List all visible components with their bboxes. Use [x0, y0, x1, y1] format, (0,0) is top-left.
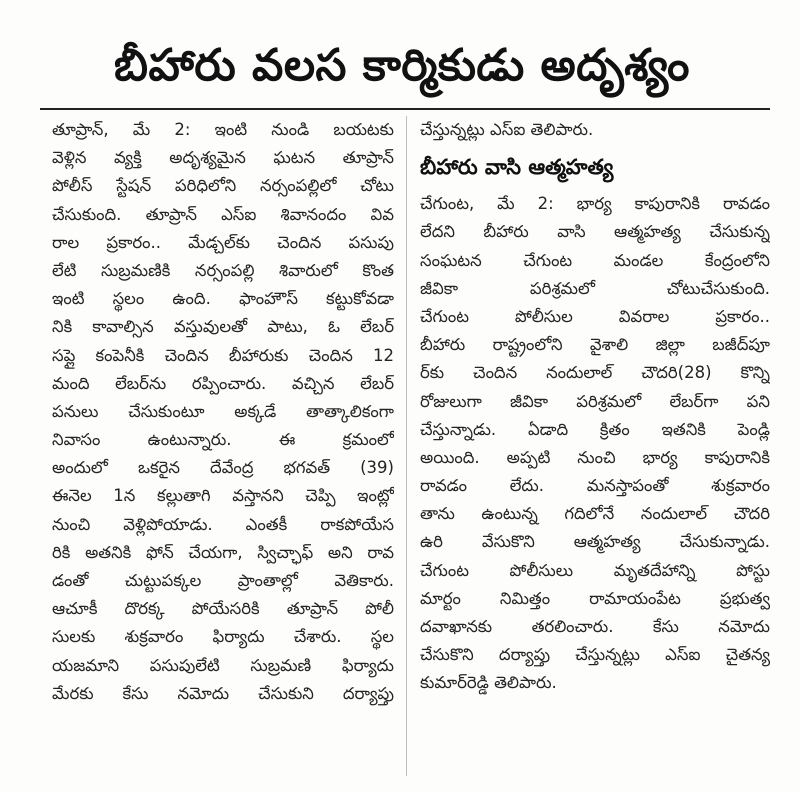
headline: బీహారు వలస కార్మికుడు అదృశ్యం [114, 40, 690, 91]
article-line: పనులు చేసుకుంటూ అక్కడే తాత్కాలికంగా [52, 401, 394, 421]
article-line: తూప్రాన్, మే 2: ఇంటి నుండి బయటకు [52, 120, 394, 139]
article-line: పోలీస్ స్టేషన్ పరిధిలోని నర్సంపల్లిలో చోటు [52, 176, 394, 196]
article-line: నికి కావాల్సిన వస్తువులతో పాటు, ఓ లేబర్ [52, 317, 394, 337]
article-line: రాల ప్రకారం.. మేడ్చల్‌కు చెందిన పసుపు [52, 232, 394, 252]
article-line: సంఘటన చేగుంట మండల కేంద్రంలోని [420, 250, 770, 270]
article-line: ఆచూకీ దొరక్క పోయేసరికి తూప్రాన్ పోలీ [52, 599, 394, 619]
article-line: చేగుంట, మే 2: భార్య కాపురానికి రావడం [420, 194, 770, 214]
article-line: సప్లై కంపెనీకి చెందిన బీహారుకు చెందిన 12 [52, 345, 394, 365]
article-line: అయింది. అప్పటి నుంచి భార్య కాపురానికి [420, 447, 770, 467]
column-divider [406, 116, 407, 776]
article-line: సులకు శుక్రవారం ఫిర్యాదు చేశారు. స్థల [52, 627, 394, 647]
article-line: ఉరి వేసుకొని ఆత్మహత్య చేసుకున్నాడు. [420, 532, 770, 552]
continued-line: చేస్తున్నట్లు ఎస్ఐ తెలిపారు. [420, 120, 594, 139]
article-line: రావడం లేదు. మనస్తాపంతో శుక్రవారం [420, 476, 770, 496]
article-line: యజమాని పసుపులేటి సుబ్రమణి ఫిర్యాదు [52, 655, 394, 675]
article-line: రికి అతనికి ఫోన్ చేయగా, స్విచ్ఛాఫ్ అని రావ [52, 542, 394, 562]
headline-rule [40, 108, 770, 110]
article-line: డంతో చుట్టుపక్కల ప్రాంతాల్లో వెతికారు. [52, 571, 394, 590]
left-column-article [52, 116, 394, 708]
article-line: ఈనెల 1న కల్లుతాగి వస్తానని చెప్పి ఇంట్లో [52, 486, 394, 506]
article-line: చేగుంట పోలీసుల వివరాల ప్రకారం.. [420, 306, 770, 326]
article-line: మంది లేబర్‌ను రప్పించారు. వచ్చిన లేబర్ [52, 373, 394, 393]
article-line: తాను ఉంటున్న గదిలోనే నందులాల్ చౌదరి [420, 504, 770, 524]
article-line: చేసుకొని దర్యాప్తు చేస్తున్నట్లు ఎస్ఐ చైతన్య [420, 645, 770, 665]
article-line: బీహారు రాష్ట్రంలోని వైశాలి జిల్లా బజీద్‌పూ [420, 335, 770, 355]
article-line: చేస్తున్నాడు. ఏడాది క్రితం ఇతనికి పెండ్లి [420, 419, 770, 439]
article-line: వెళ్లిన వ్యక్తి అదృశ్యమైన ఘటన తూప్రాన్ [52, 148, 394, 168]
article-line: చేసుకుంది. తూప్రాన్ ఎస్ఐ శివానందం వివ [52, 204, 394, 224]
article-line: ర్‌కు చెందిన నందులాల్ చౌదరి(28) కొన్ని [420, 363, 770, 383]
article-line: రోజులుగా జీవికా పరిశ్రమలో లేబర్‌గా పని [420, 391, 770, 411]
article-line: లేదని బీహారు వాసి ఆత్మహత్య చేసుకున్న [420, 222, 770, 242]
article-line: కుమార్‌రెడ్డి తెలిపారు. [420, 673, 557, 693]
article-line: లేటి సుబ్రమణికి నర్సంపల్లి శివారులో కొంత [52, 260, 394, 280]
article-line: అందులో ఒకరైన దేవేంద్ర భగవత్ (39) [52, 458, 394, 478]
article-line: నివాసం ఉంటున్నారు. ఈ క్రమంలో [52, 430, 394, 450]
article-line: మార్టం నిమిత్తం రామాయంపేట ప్రభుత్వ [420, 588, 770, 608]
article-line: ఇంటి స్థలం ఉంది. ఫాంహౌస్ కట్టుకోవడా [52, 289, 394, 309]
article-line: చేగుంట పోలీసులు మృతదేహాన్ని పోస్టు [420, 560, 770, 580]
article-line: నుంచి వెళ్లిపోయాడు. ఎంతకీ రాకపోయేస [52, 514, 394, 534]
article-line: జీవికా పరిశ్రమలో చోటుచేసుకుంది. [420, 278, 770, 298]
article-line: దవాఖానకు తరలించారు. కేసు నమోదు [420, 617, 770, 636]
right-column-article [420, 116, 770, 698]
subheadline: బీహారు వాసి ఆత్మహత్య [420, 155, 614, 180]
article-line: మేరకు కేసు నమోదు చేసుకుని దర్యాప్తు [52, 683, 394, 703]
